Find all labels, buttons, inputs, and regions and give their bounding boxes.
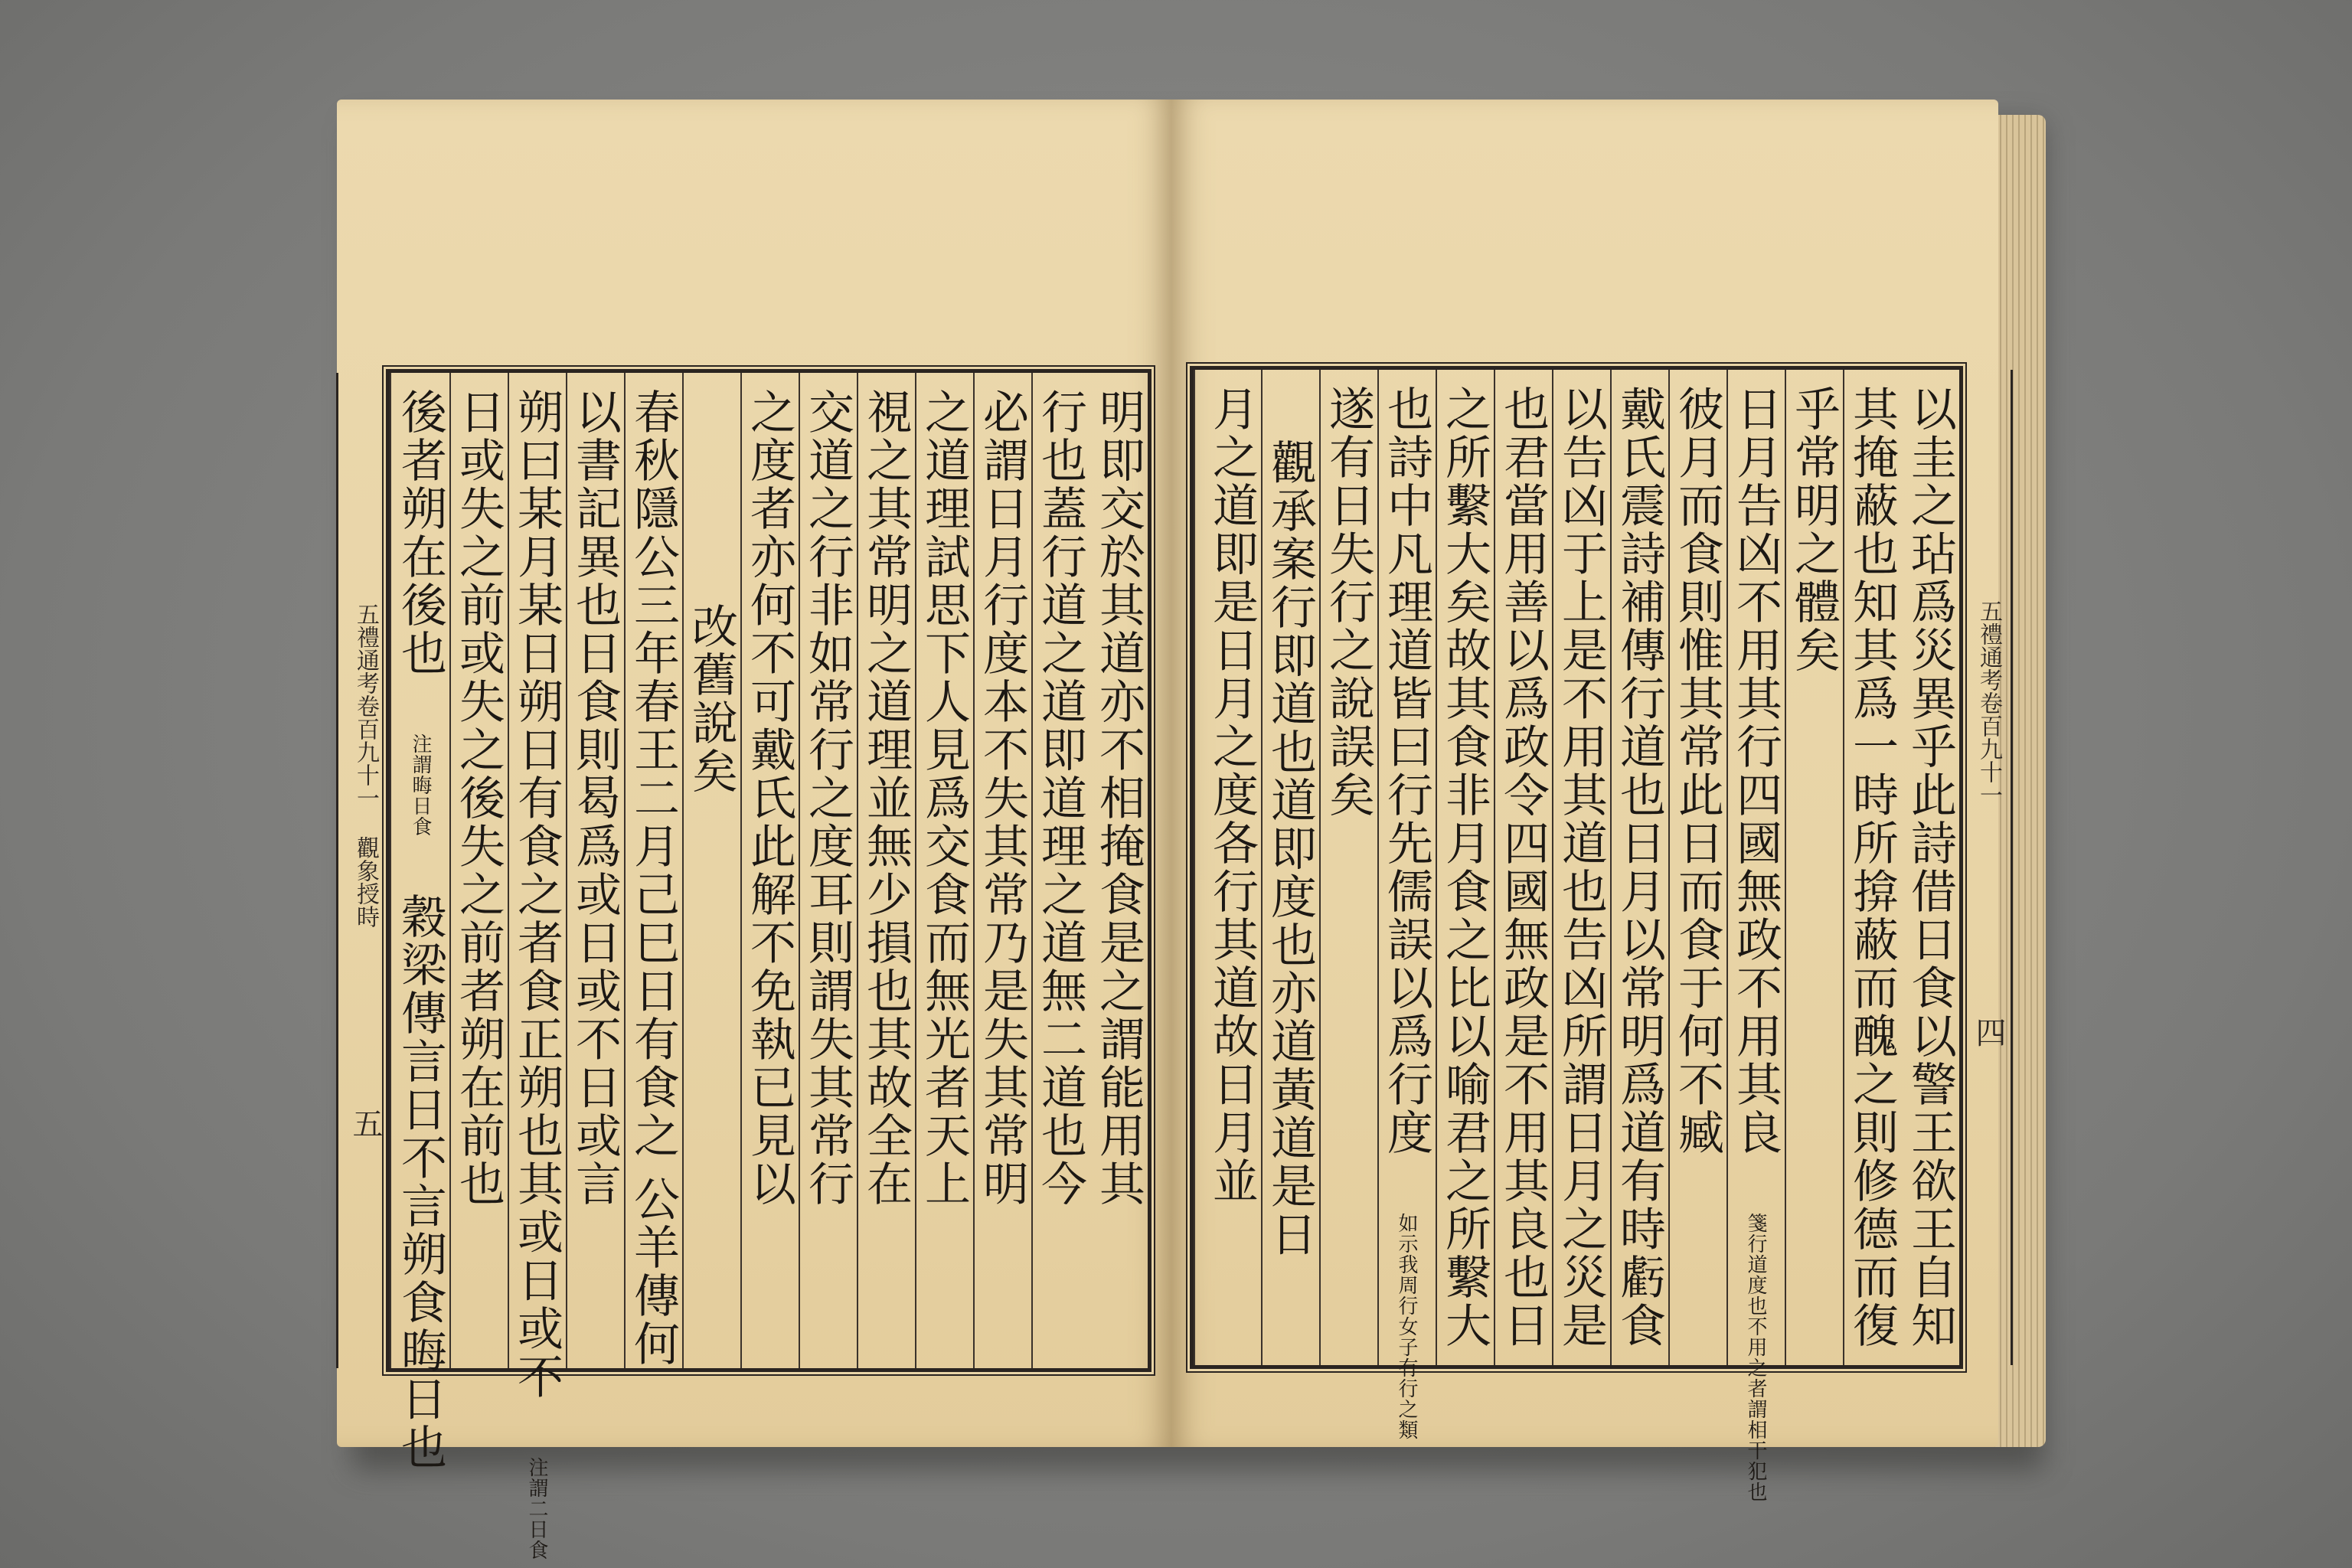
text-column: 以書記異也日食則曷爲或日或不日或言: [566, 373, 624, 1368]
inline-note: 如示我周行女子有行之類: [1395, 1213, 1418, 1440]
text-column: [1377, 370, 1436, 1440]
text-column: 戴氏震詩補傳行道也日月以常明爲道有時虧食: [1610, 370, 1668, 1365]
column-text: 後者朔在後也: [394, 388, 447, 678]
text-column: 月之道即是日月之度各行其道故日月並: [1194, 370, 1261, 1365]
right-page: [1171, 100, 2006, 1502]
text-column: [390, 373, 449, 1472]
page-number: 四: [1971, 1017, 2006, 1047]
text-column: 其掩蔽也知其爲一時所揜蔽而醜之則修德而復: [1843, 370, 1901, 1365]
book: [337, 100, 2037, 1560]
text-column: [1726, 370, 1785, 1502]
text-column: 交道之行非如常行之度耳則謂失其常行: [799, 373, 857, 1368]
column-text: 朔曰某月某日朔日有食之者食正朔也其或日或不: [510, 388, 564, 1401]
text-column: 觀承案行即道也道即度也亦道黃道是日: [1261, 370, 1319, 1365]
text-column: 日或失之前或失之後失之前者朔在前也: [449, 373, 508, 1368]
text-column: 乎常明之體矣: [1785, 370, 1843, 1365]
left-text-frame: [348, 369, 1152, 1560]
text-column: 以圭之玷爲災異乎此詩借日食以警王欲王自知: [1903, 385, 1957, 1350]
text-column: 改舊說矣: [682, 373, 740, 1368]
page-number: 五: [348, 1108, 383, 1138]
fold-title: 五禮通考卷百九十一: [1975, 599, 2002, 806]
text-column: 之度者亦何不可戴氏此解不免執已見以: [740, 373, 799, 1368]
text-column: 以告凶于上是不用其道也告凶所謂日月之災是: [1552, 370, 1610, 1365]
text-column: 之道理試思下人見爲交食而無光者天上: [915, 373, 973, 1368]
inline-note: 注謂晦日食: [409, 733, 432, 837]
fold-title: 五禮通考卷百九十一 觀象授時: [352, 603, 379, 928]
column-text: 春秋隱公三年春王二月己巳日有食之: [626, 388, 680, 1160]
column-text: 公羊傳何: [626, 1175, 680, 1368]
text-column: 彼月而食則惟其常此日而食于何不臧: [1668, 370, 1726, 1365]
text-column: 也君當用善以爲政令四國無政是不用其良也日: [1494, 370, 1552, 1365]
right-fold-margin: [1959, 370, 2013, 1365]
text-column: 必謂日月行度本不失其常乃是失其常明: [973, 373, 1031, 1368]
inline-note: 注謂二日食: [525, 1457, 548, 1560]
column-text: 日月告凶不用其行四國無政不用其良: [1729, 385, 1782, 1157]
left-fold-margin: [336, 373, 390, 1368]
text-column: 之所繫大矣故其食非月食之比以喻君之所繫大: [1436, 370, 1494, 1365]
left-page: [337, 100, 1171, 1560]
text-column: 明即交於其道亦不相掩食是之謂能用其: [1092, 388, 1145, 1208]
text-column: 行也蓋行道之道即道理之道無二道也今: [1031, 373, 1089, 1368]
text-column: [508, 373, 566, 1560]
column-text: 穀梁傳言日不言朔食晦日也: [394, 893, 447, 1472]
right-text-frame: [1190, 366, 2006, 1502]
inline-note: 箋行道度也不用之者謂相干犯也: [1744, 1213, 1767, 1502]
text-column: [624, 373, 682, 1368]
text-column: 視之其常明之道理並無少損也其故全在: [857, 373, 915, 1368]
column-text: 也詩中凡理道皆曰行先儒誤以爲行度: [1380, 385, 1433, 1157]
text-column: 遂有日失行之說誤矣: [1319, 370, 1377, 1365]
